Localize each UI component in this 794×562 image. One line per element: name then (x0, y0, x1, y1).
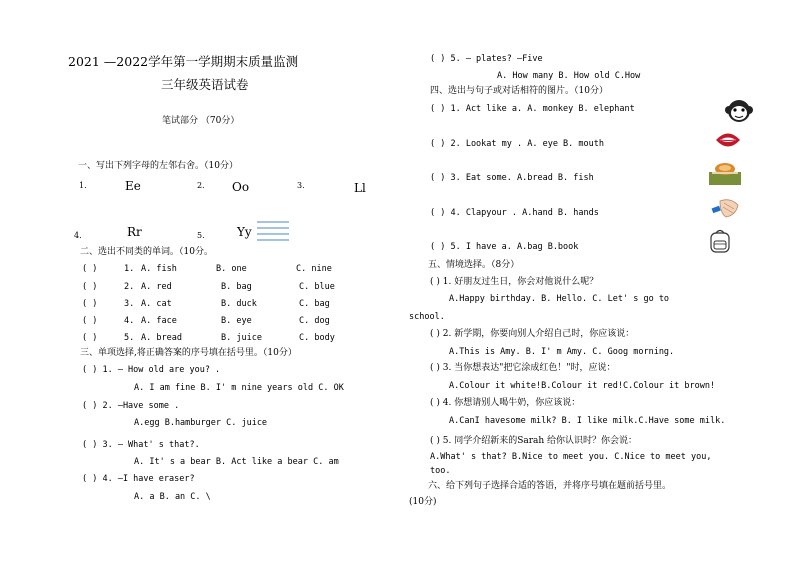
option-c: C. body (299, 333, 335, 343)
situation-question-5-continued: too. (430, 466, 451, 476)
question-3-5-options: A. How many B. How old C.How (497, 71, 641, 81)
situation-question-5: ( ) 5. 同学介绍新来的Sarah 给你认识时？你会说： (430, 436, 638, 446)
option-a: A. red (141, 282, 172, 292)
section-6-heading: 六、给下列句子选择合适的答语，并将序号填在题前括号里。 (428, 481, 672, 491)
option-a: A. bread (141, 333, 182, 343)
monkey-icon (725, 98, 753, 124)
section-5-heading: 五、情境选择。（8分） (428, 260, 520, 270)
letter-item-number: 3. (297, 181, 305, 190)
question-3-4: ( ) 4. —I have eraser? (82, 474, 195, 484)
letter-item: Rr (127, 225, 142, 239)
mouth-icon (714, 129, 742, 151)
answer-paren[interactable]: ( ) (82, 282, 98, 292)
situation-question-4-options: A.CanI havesome milk? B. I like milk.C.Have some milk. (449, 416, 726, 426)
picture-question: ( ) 1. Act like a. A. monkey B. elephant (430, 104, 635, 114)
question-number: 1. (124, 264, 135, 274)
option-b: B. one (216, 264, 247, 274)
answer-paren[interactable]: ( ) (82, 299, 98, 309)
option-c: C. bag (299, 299, 330, 309)
section-4-heading: 四、选出与句子或对话相符的图片。（10分） (430, 86, 608, 96)
situation-question-2: ( ) 2. 新学期，你要向别人介绍自己时，你应该说： (430, 329, 635, 339)
option-a: A. cat (141, 299, 172, 309)
letter-item: Oo (232, 180, 250, 194)
clapping-hands-icon (708, 195, 742, 221)
situation-question-3: ( ) 3. 当你想表达"把它涂成红色！"时，应说： (430, 363, 616, 373)
option-a: A. fish (141, 264, 177, 274)
question-3-2-options: A.egg B.hamburger C. juice (134, 418, 268, 428)
answer-paren[interactable]: ( ) (82, 333, 98, 343)
option-b: B. juice (221, 333, 262, 343)
question-3-3-options: A. It' s a bear B. Act like a bear C. am (134, 457, 339, 467)
picture-question: ( ) 2. Lookat my . A. eye B. mouth (430, 139, 604, 149)
written-part-label: 笔试部分 （70分） (162, 116, 240, 126)
picture-question: ( ) 4. Clapyour . A.hand B. hands (430, 208, 599, 218)
backpack-icon (708, 228, 732, 254)
question-3-4-options: A. a B. an C. \ (134, 492, 211, 502)
section-2-heading: 二、选出不同类的单词。（10分。 (80, 247, 213, 257)
question-3-5: ( ) 5. — plates? —Five (430, 54, 543, 64)
question-3-1: ( ) 1. — How old are you? . (82, 365, 221, 375)
letter-item-number: 4. (74, 231, 82, 240)
option-c: C. blue (299, 282, 335, 292)
section-3-heading: 三、单项选择,将正确答案的序号填在括号里。（10分） (80, 348, 297, 358)
letter-item-number: 2. (197, 181, 205, 190)
question-3-1-options: A. I am fine B. I' m nine years old C. OK (134, 383, 344, 393)
writing-lines-icon (256, 219, 290, 245)
answer-paren[interactable]: ( ) (82, 264, 98, 274)
situation-question-5-options: A.What' s that? B.Nice to meet you. C.Nice to meet you, (430, 452, 712, 462)
letter-item-number: 5. (197, 231, 205, 240)
option-b: B. eye (221, 316, 252, 326)
question-number: 4. (124, 316, 135, 326)
situation-question-1-continued: school. (409, 312, 445, 322)
section-1-heading: 一、写出下列字母的左邻右舍。（10分） (78, 161, 238, 171)
answer-paren[interactable]: ( ) (82, 316, 98, 326)
situation-question-3-options: A.Colour it white!B.Colour it red!C.Colour it brown! (449, 381, 716, 391)
option-a: A. face (141, 316, 177, 326)
situation-question-4: ( ) 4. 你想请别人喝牛奶，你应该说： (430, 398, 581, 408)
question-3-3: ( ) 3. — What' s that?. (82, 440, 200, 450)
question-number: 2. (124, 282, 135, 292)
letter-item-number: 1. (79, 181, 87, 190)
question-number: 5. (124, 333, 135, 343)
exam-title-line1: 2021 —2022学年第一学期期末质量监测 (68, 54, 299, 69)
situation-question-1-options: A.Happy birthday. B. Hello. C. Let' s go to (449, 294, 670, 304)
letter-item: Ll (354, 181, 366, 195)
option-c: C. dog (299, 316, 330, 326)
question-3-2: ( ) 2. —Have some . (82, 401, 180, 411)
question-number: 3. (124, 299, 135, 309)
situation-question-2-options: A.This is Amy. B. I' m Amy. C. Goog morning. (449, 347, 675, 357)
situation-question-1: ( ) 1. 好朋友过生日，你会对他说什么呢？ (430, 277, 599, 287)
option-c: C. nine (296, 264, 332, 274)
section-6-score: (10分) (409, 497, 437, 507)
picture-question: ( ) 3. Eat some. A.bread B. fish (430, 173, 594, 183)
letter-item: Ee (125, 179, 141, 193)
picture-question: ( ) 5. I have a. A.bag B.book (430, 242, 579, 252)
option-b: B. bag (221, 282, 252, 292)
option-b: B. duck (221, 299, 257, 309)
exam-title-line2: 三年级英语试卷 (161, 77, 249, 92)
letter-item: Yy (237, 225, 252, 239)
bread-icon (709, 160, 741, 186)
